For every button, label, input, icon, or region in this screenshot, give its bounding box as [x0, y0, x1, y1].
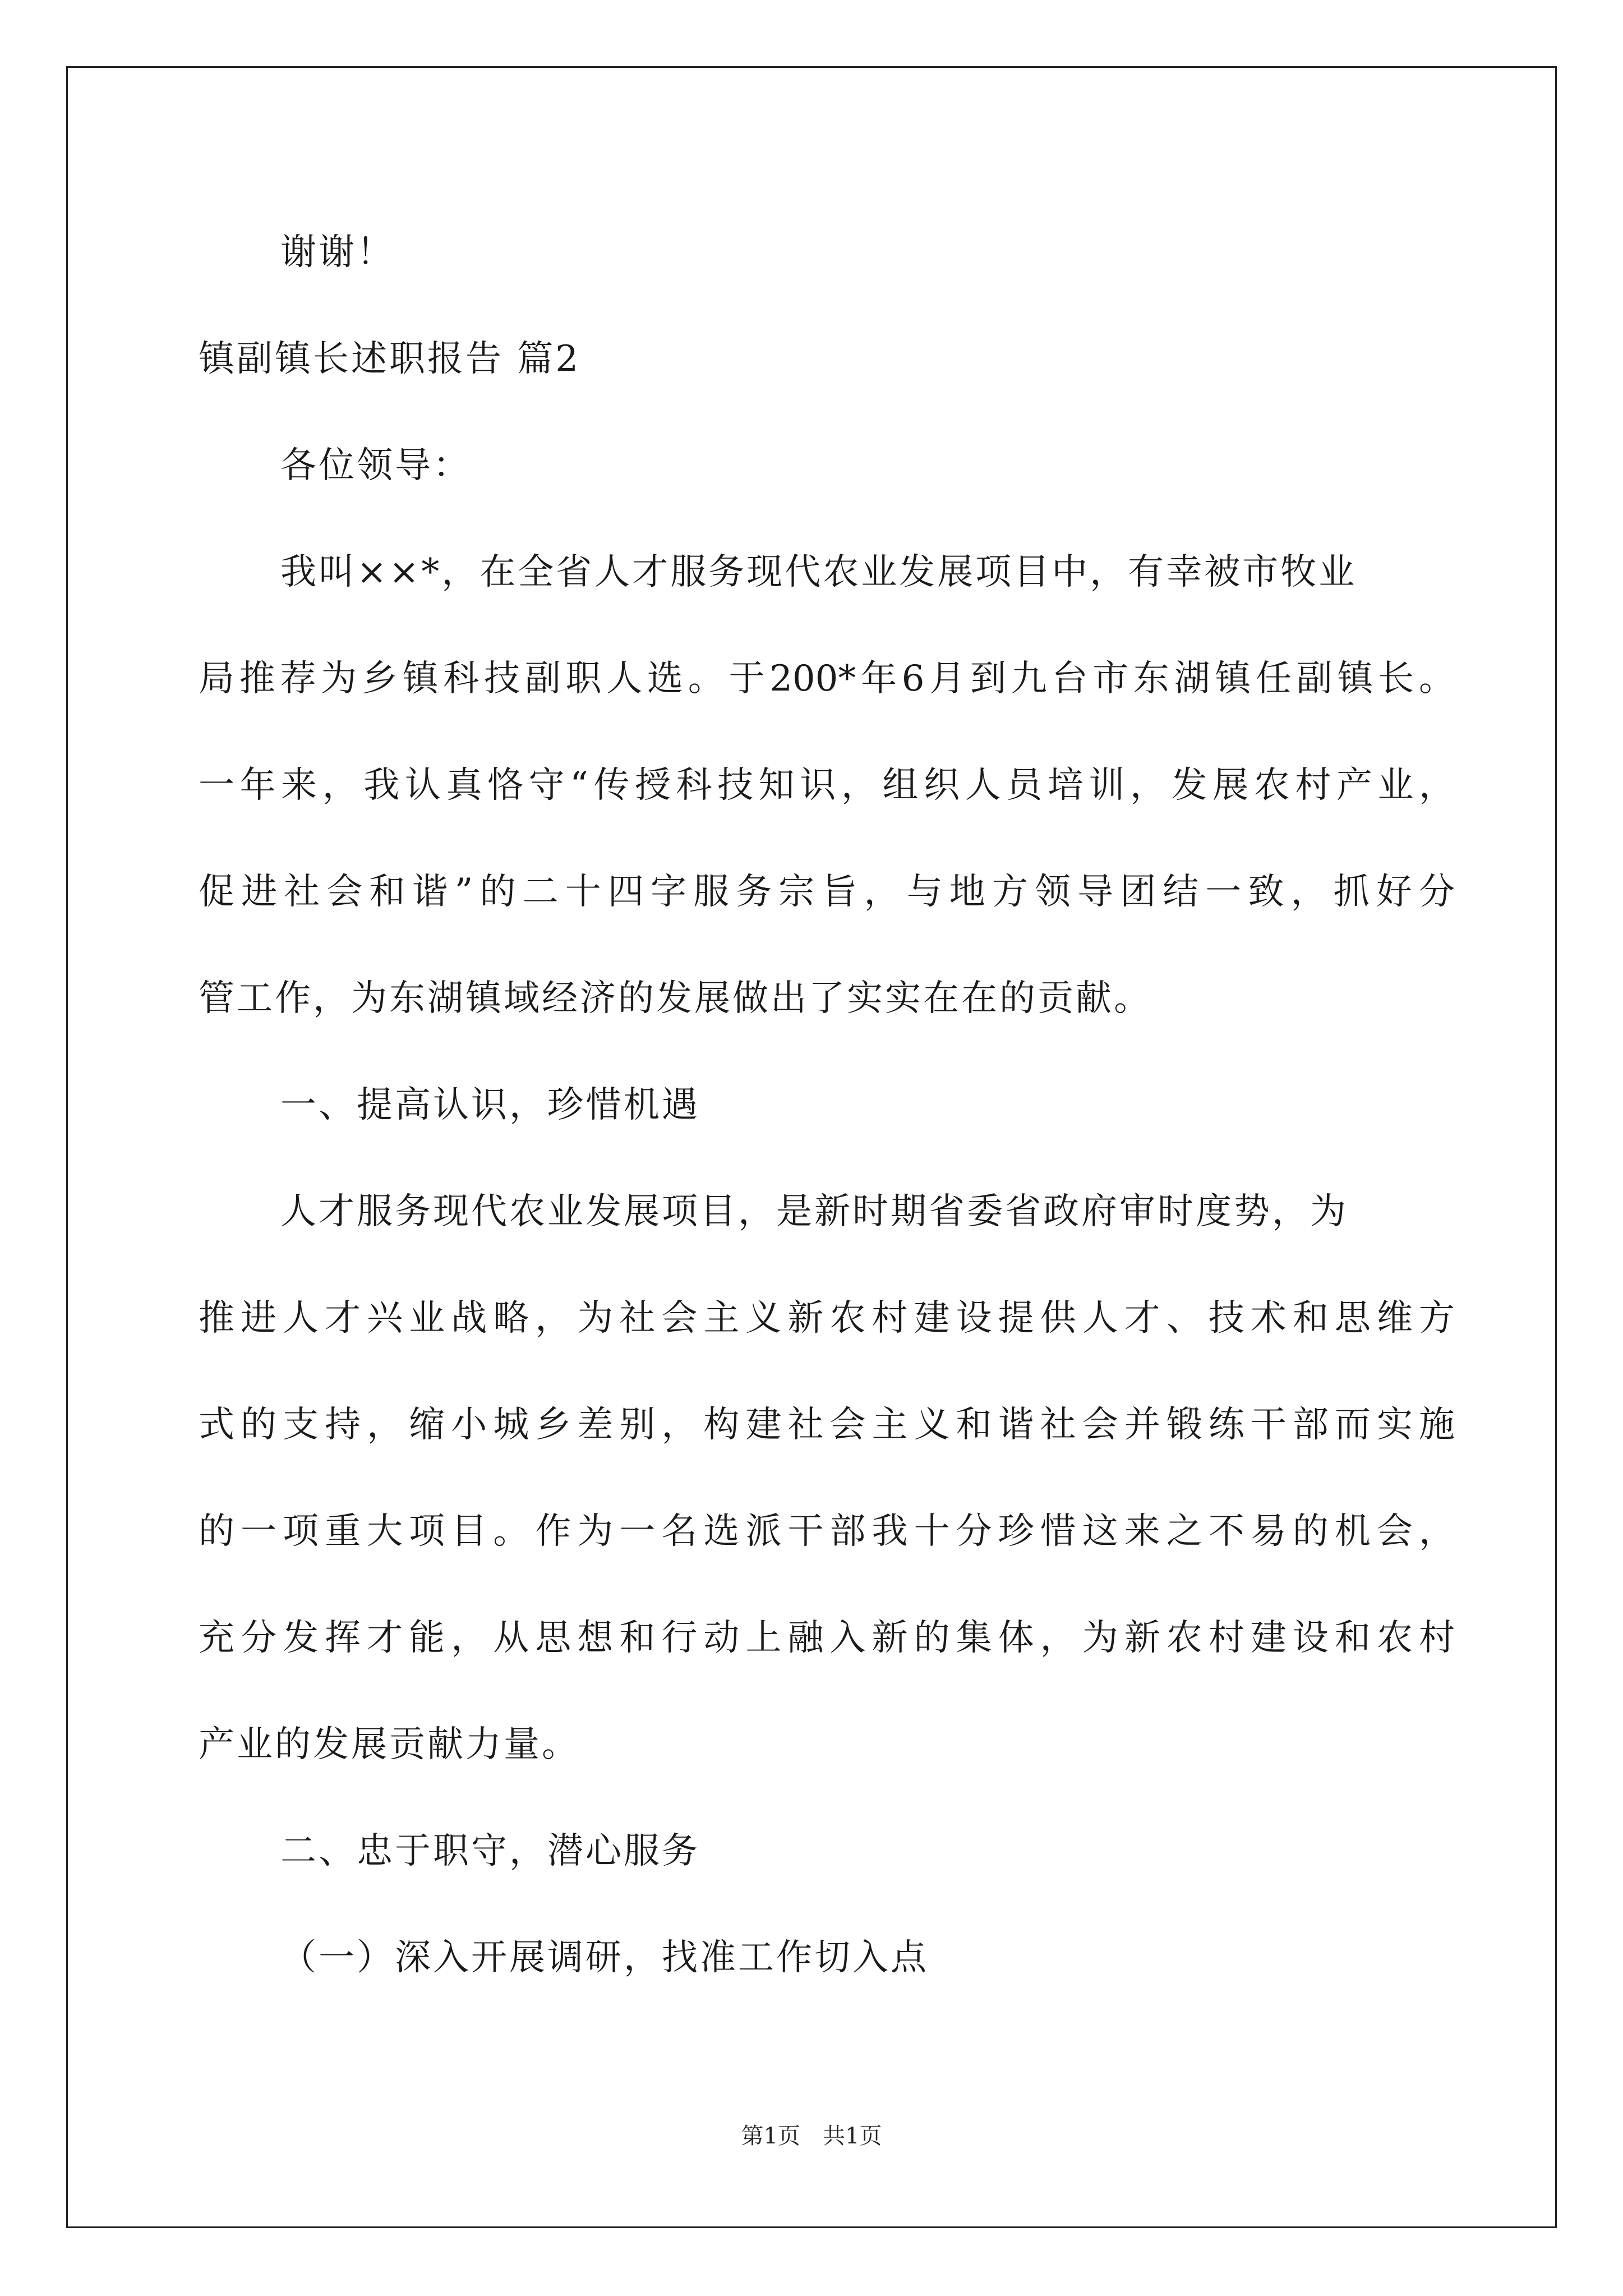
paragraph-line: 人才服务现代农业发展项目，是新时期省委省政府审时度势，为	[280, 1191, 1348, 1232]
paragraph-line: 我叫××*，在全省人才服务现代农业发展项目中，有幸被市牧业	[280, 551, 1357, 593]
page-number-footer: 第1页 共1页	[741, 2123, 882, 2149]
paragraph-line: 充分发挥才能，从思想和行动上融入新的集体，为新农村建设和农村	[199, 1617, 1455, 1659]
paragraph-line: 产业的发展贡献力量。	[199, 1724, 580, 1765]
page-border	[66, 66, 1557, 2228]
closing-thanks: 谢谢！	[280, 232, 395, 273]
section-heading: 一、提高认识，珍惜机遇	[280, 1084, 700, 1126]
paragraph-line: 管工作，为东湖镇域经济的发展做出了实实在在的贡献。	[199, 978, 1152, 1019]
paragraph-line: 促进社会和谐”的二十四字服务宗旨，与地方领导团结一致，抓好分	[199, 871, 1455, 913]
paragraph-line: 的一项重大项目。作为一名选派干部我十分珍惜这来之不易的机会，	[199, 1511, 1455, 1552]
subsection-heading: （一）深入开展调研，找准工作切入点	[280, 1937, 929, 1978]
section-title: 镇副镇长述职报告 篇2	[199, 338, 581, 380]
paragraph-line: 式的支持，缩小城乡差别，构建社会主义和谐社会并锻练干部而实施	[199, 1404, 1455, 1446]
salutation: 各位领导：	[280, 445, 471, 486]
paragraph-line: 一年来，我认真恪守“传授科技知识，组织人员培训，发展农村产业，	[199, 765, 1455, 806]
paragraph-line: 局推荐为乡镇科技副职人选。于200*年6月到九台市东湖镇任副镇长。	[199, 658, 1455, 700]
paragraph-line: 推进人才兴业战略，为社会主义新农村建设提供人才、技术和思维方	[199, 1297, 1455, 1339]
section-heading: 二、忠于职守，潜心服务	[280, 1830, 700, 1872]
